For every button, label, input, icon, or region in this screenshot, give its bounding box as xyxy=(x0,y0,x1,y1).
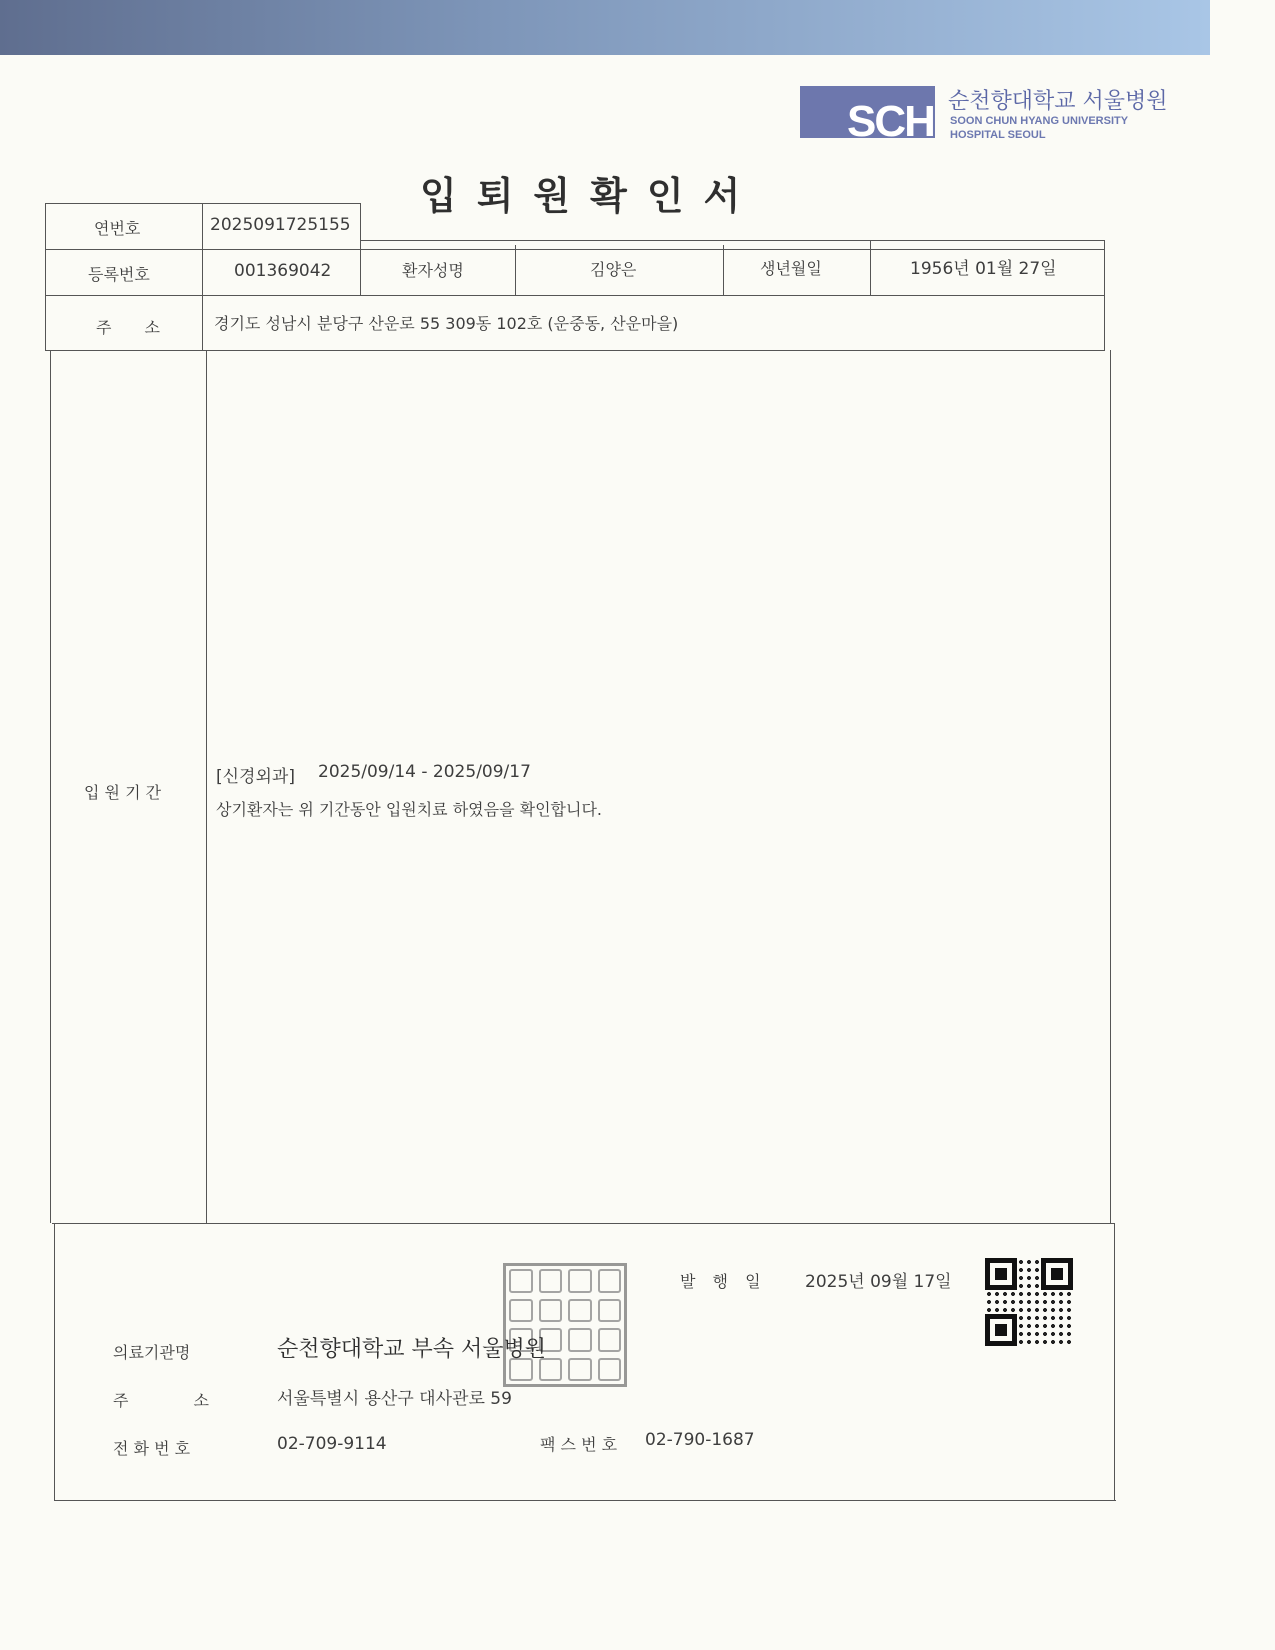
logo-mark-box xyxy=(800,86,935,138)
table-border xyxy=(1104,240,1105,350)
admission-period-label: 입 원 기 간 xyxy=(84,783,162,802)
phone-value: 02-709-9114 xyxy=(277,1434,387,1454)
admission-statement: 상기환자는 위 기간동안 입원치료 하였음을 확인합니다. xyxy=(216,800,603,819)
institution-address-label: 주 소 xyxy=(113,1391,239,1410)
institution-name: 순천향대학교 부속 서울병원 xyxy=(277,1337,547,1362)
header-color-band xyxy=(0,0,1210,55)
serial-number-value: 2025091725155 xyxy=(210,215,351,235)
hospital-logo xyxy=(800,86,1170,142)
table-border xyxy=(723,245,724,295)
serial-number-label: 연번호 xyxy=(94,219,141,238)
table-border xyxy=(45,203,46,350)
birth-date-value: 1956년 01월 27일 xyxy=(910,259,1057,279)
table-border xyxy=(360,240,1105,241)
address-label: 주 소 xyxy=(96,318,174,337)
hospital-name-english-line1: SOON CHUN HYANG UNIVERSITY xyxy=(950,115,1129,127)
institution-label: 의료기관명 xyxy=(113,1343,191,1362)
address-value: 경기도 성남시 분당구 산운로 55 309동 102호 (운중동, 산운마을) xyxy=(214,314,679,333)
hospital-seal-stamp xyxy=(503,1263,627,1387)
table-border xyxy=(54,1223,55,1500)
patient-name-label: 환자성명 xyxy=(402,261,464,280)
table-border xyxy=(870,240,871,295)
table-border xyxy=(1114,1223,1115,1500)
qr-code xyxy=(985,1258,1073,1346)
table-border xyxy=(45,350,1105,351)
table-border xyxy=(360,203,361,295)
table-border xyxy=(45,249,1105,250)
document-title: 입퇴원확인서 xyxy=(420,174,761,218)
table-border xyxy=(206,350,207,1223)
registration-number-label: 등록번호 xyxy=(88,265,150,284)
table-border xyxy=(52,1223,1114,1224)
registration-number-value: 001369042 xyxy=(234,261,332,281)
admission-department: [신경외과] xyxy=(216,767,295,787)
fax-label: 팩 스 번 호 xyxy=(540,1435,618,1454)
patient-name-value: 김양은 xyxy=(590,260,637,279)
admission-dates: 2025/09/14 - 2025/09/17 xyxy=(318,762,531,782)
fax-value: 02-790-1687 xyxy=(645,1430,755,1450)
institution-address-value: 서울특별시 용산구 대사관로 59 xyxy=(277,1389,512,1409)
table-border xyxy=(1110,350,1111,1223)
table-border xyxy=(50,350,51,1223)
hospital-name-english-line2: HOSPITAL SEOUL xyxy=(950,129,1046,141)
phone-label: 전 화 번 호 xyxy=(113,1439,191,1458)
table-border xyxy=(45,295,1105,296)
hospital-name-english xyxy=(950,114,1128,142)
hospital-name-korean: 순천향대학교 서울병원 xyxy=(948,89,1168,114)
table-border xyxy=(202,203,203,350)
table-border xyxy=(54,1500,1116,1501)
issue-date-value: 2025년 09월 17일 xyxy=(805,1272,952,1292)
logo-mark-text: SCH xyxy=(847,97,934,138)
birth-date-label: 생년월일 xyxy=(760,259,822,278)
issue-date-label: 발 행 일 xyxy=(680,1272,767,1291)
table-border xyxy=(515,245,516,295)
